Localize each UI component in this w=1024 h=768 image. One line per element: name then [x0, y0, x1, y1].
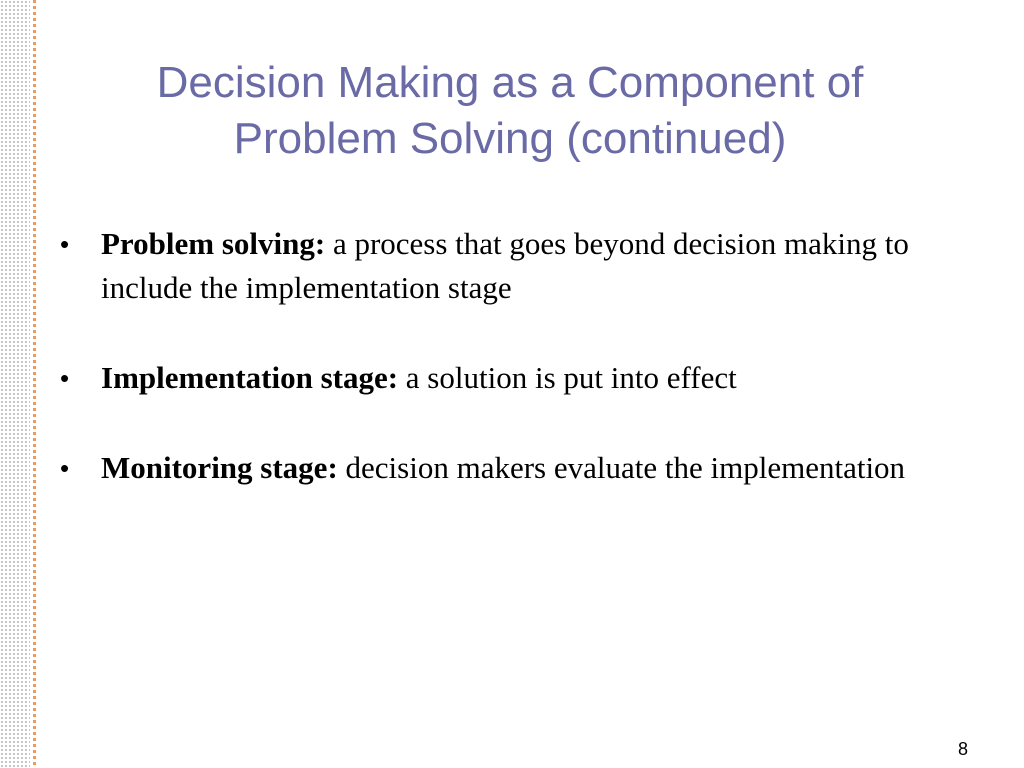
page-number: 8 [957, 739, 968, 759]
bullet-definition: decision makers evaluate the implementation [345, 450, 906, 485]
bullet-icon: • [60, 453, 70, 483]
decorative-accent-line [33, 0, 36, 768]
bullet-icon: • [60, 229, 70, 259]
bullet-term: Problem solving: [101, 226, 326, 261]
decorative-dot-strip [0, 0, 30, 768]
bullet-list [60, 222, 940, 536]
bullet-term: Monitoring stage: [101, 450, 338, 485]
bullet-item-implementation-stage [60, 356, 940, 400]
bullet-definition: a process that goes beyond decision making to include the implementation stage [101, 226, 909, 305]
bullet-term: Implementation stage: [101, 360, 399, 395]
bullet-icon: • [60, 363, 70, 393]
slide-title [60, 55, 960, 167]
bullet-item-monitoring-stage [60, 446, 940, 490]
bullet-definition: a solution is put into effect [405, 360, 737, 395]
slide-title-line-2: Problem Solving (continued) [233, 114, 787, 163]
bullet-item-problem-solving [60, 222, 940, 310]
slide-title-line-1: Decision Making as a Component of [156, 58, 864, 107]
